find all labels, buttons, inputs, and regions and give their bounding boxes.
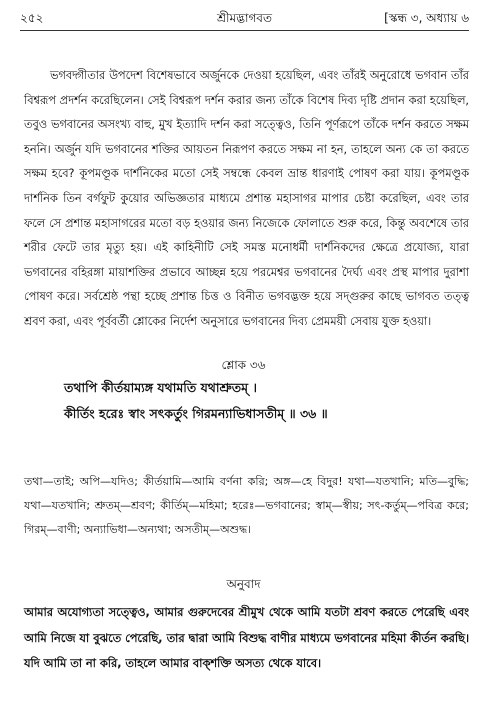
translation-title: অনুবাদ [226,577,261,591]
synonyms-paragraph: তথা—তাই; অপি—যদিও; কীর্তয়ামি—আমি বর্ণনা করি; অঙ্গ—হে বিদুর! যথা—যতখানি; মতি—বুদ্ধি; যথা—যতখানি; শ্রুতম্—শ্রবণ; কীর্তিম্—মহিমা; হরেঃ—ভগবানের; স্বাম্—স্বীয়; সৎ-কর্তুম্—পবিত্র করে; গিরম্—বাণী; অন্যাভিধা—অন্যথা; অসতীম্—অশুদ্ধ। [24,475,469,536]
page-header [20,8,469,30]
purport-paragraph: ভগবদ্গীতার উপদেশ বিশেষভাবে অর্জুনকে দেওয়া হয়েছিল, এবং তাঁরই অনুরোধে ভগবান তাঁর বিশ্বরূপ প্রদর্শন করেছিলেন। সেই বিশ্বরূপ দর্শন করার জন্য তাঁকে বিশেষ দিব্য দৃষ্টি প্রদান করা হয়েছিল, তবুও ভগবানের অসংখ্য বাহু, মুখ ইত্যাদি দর্শন করা সত্ত্বেও, তিনি পূর্ণরূপে তাঁকে দর্শন করতে সক্ষম হননি। অর্জুন যদি ভগবানের শক্তির আয়তন নিরূপণ করতে সক্ষম না হন, তাহলে অন্য কে তা করতে সক্ষম হবে? কূপমণ্ডূক দার্শনিকের মতো সেই সম্বন্ধে কেবল ভ্রান্ত ধারণাই পোষণ করা যায়। কূপমণ্ডূক দার্শনিক তিন বর্গফুট কুয়োর অভিজ্ঞতার মাধ্যমে প্রশান্ত মহাসাগর মাপার চেষ্টা করেছিল, এবং তার ফলে সে প্রশান্ত মহাসাগরের মতো বড় হওয়ার জন্য নিজেকে ফোলাতে শুরু করে, কিন্তু অবশেষে তার শরীর ফেটে তার মৃত্যু হয়। এই কাহিনীটি সেই সমস্ত মনোধর্মী দার্শনিকদের ক্ষেত্রে প্রযোজ্য, যারা ভগবানের বহিরঙ্গা মায়াশক্তির প্রভাবে আচ্ছন্ন হয়ে পরমেশ্বর ভগবানের দৈর্ঘ্য এবং প্রস্থ মাপার দুরাশা পোষণ করে। সর্বশ্রেষ্ঠ পন্থা হচ্ছে প্রশান্ত চিত্ত ও বিনীত ভগবদ্ভক্ত হয়ে সদ্গুরুর কাছে ভাগবত তত্ত্ব শ্রবণ করা, এবং পূর্ববর্তী শ্লোকের নির্দেশ অনুসারে ভগবানের দিব্য প্রেমময়ী সেবায় যুক্ত হওয়া। [24,69,469,328]
verse-line-2: কীর্তিং হরেঃ স্বাং সৎকর্তুং গিরমন্যাভিধাসতীম্ ॥ ৩৬ ॥ [64,406,328,421]
verse-line-1: তথাপি কীর্তয়াম্যঙ্গ যথামতি যথাশ্রুতম্ । [64,380,257,395]
page-number: ২৫২ [20,11,44,25]
section-reference: [স্কন্ধ ৩, অধ্যায় ৬ [384,11,469,25]
running-title: শ্রীমদ্ভাগবত [216,11,272,25]
translation-paragraph: আমার অযোগ্যতা সত্ত্বেও, আমার গুরুদেবের শ্রীমুখ থেকে আমি যতটা শ্রবণ করতে পেরেছি এবং আমি নিজে যা বুঝতে পেরেছি, তার দ্বারা আমি বিশুদ্ধ বাণীর মাধ্যমে ভগবানের মহিমা কীর্তন করছি। যদি আমি তা না করি, তাহলে আমার বাক্শক্তি অসত্য থেকে যাবে। [24,606,469,670]
header-rule [20,30,469,31]
verse-title: শ্লোক ৩৬ [221,358,266,372]
